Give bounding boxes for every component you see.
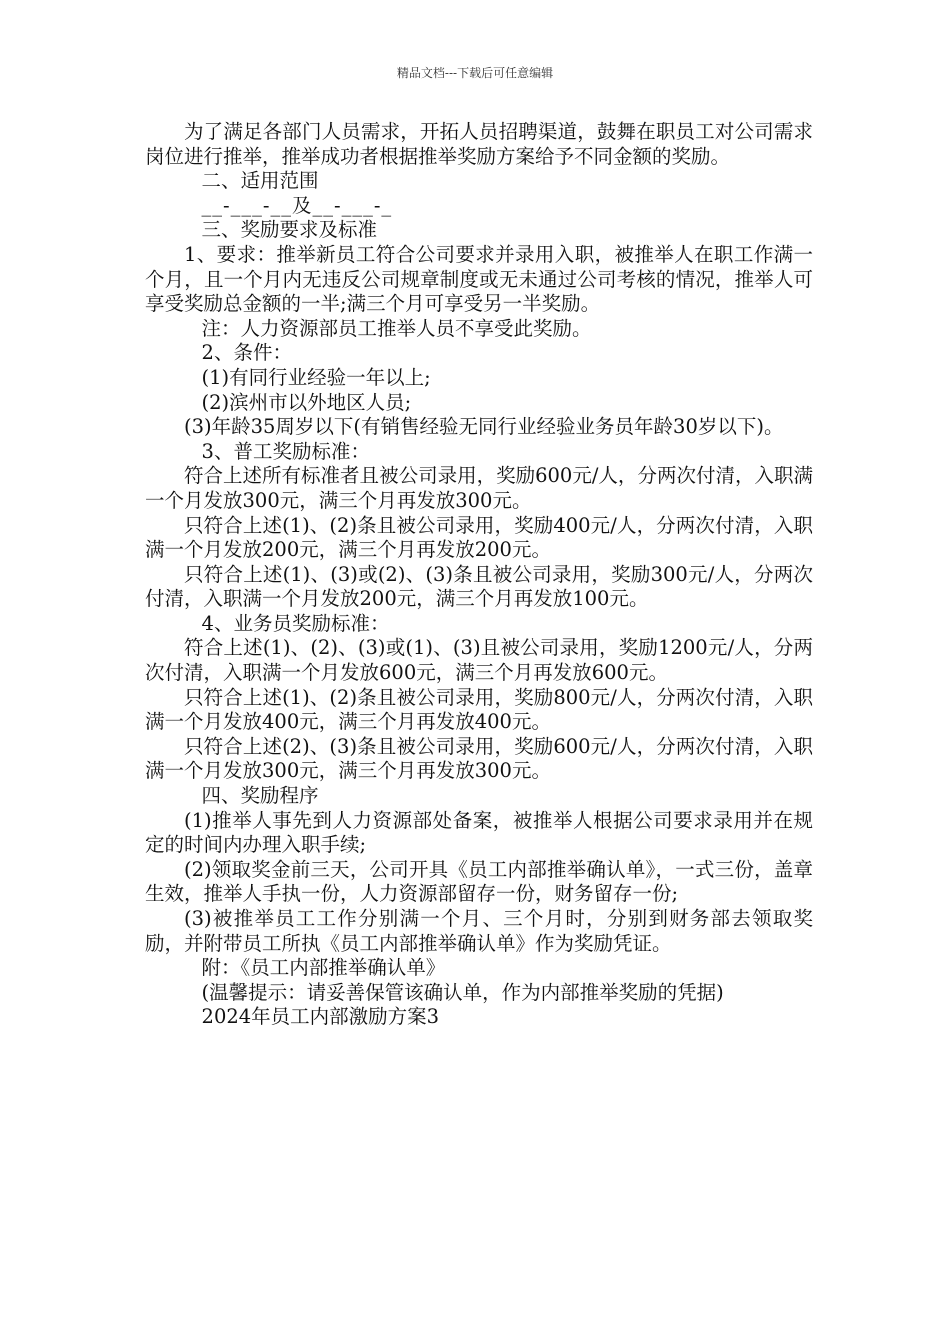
paragraph: 为了满足各部门人员需求，开拓人员招聘渠道，鼓舞在职员工对公司需求岗位进行推举，推举成功者根据推举奖励方案给予不同金额的奖励。 (145, 120, 813, 168)
paragraph: (2)领取奖金前三天，公司开具《员工内部推举确认单》，一式三份，盖章生效，推举人手执一份，人力资源部留存一份，财务留存一份; (145, 857, 813, 906)
paragraph: 只符合上述(2)、(3)条且被公司录用，奖励600元/人，分两次付清，入职满一个月发放300元，满三个月再发放300元。 (145, 734, 813, 783)
section-line: 2、条件： (201, 341, 292, 365)
section-line: 二、适用范围 (201, 169, 319, 193)
section-line: (温馨提示：请妥善保管该确认单，作为内部推举奖励的凭据) (201, 980, 724, 1004)
section-line: 3、普工奖励标准： (201, 439, 370, 463)
section-line: (1)有同行业经验一年以上; (201, 365, 431, 389)
document-body (145, 120, 813, 1030)
paragraph: (1)推举人事先到人力资源部处备案，被推举人根据公司要求录用并在规定的时间内办理入职手续; (145, 808, 813, 857)
section-line: 2024年员工内部激励方案3 (201, 1005, 440, 1029)
paragraph: 只符合上述(1)、(3)或(2)、(3)条且被公司录用，奖励300元/人，分两次付清，入职满一个月发放200元，满三个月再发放100元。 (145, 562, 813, 611)
section-line: 附：《员工内部推举确认单》 (201, 956, 446, 980)
section-line: 四、奖励程序 (201, 784, 319, 808)
page-header: 精品文档---下载后可任意编辑 (396, 66, 554, 80)
paragraph: 只符合上述(1)、(2)条且被公司录用，奖励800元/人，分两次付清，入职满一个月发放400元，满三个月再发放400元。 (145, 685, 813, 734)
section-line: (2)滨州市以外地区人员; (201, 390, 412, 414)
paragraph: (3)被推举员工工作分别满一个月、三个月时，分别到财务部去领取奖励，并附带员工所执《员工内部推举确认单》作为奖励凭证。 (145, 907, 813, 955)
section-line: 三、奖励要求及标准 (201, 218, 378, 242)
paragraph: (3)年龄35周岁以下(有销售经验无同行业经验业务员年龄30岁以下)。 (184, 415, 784, 439)
section-line: 注：人力资源部员工推举人员不享受此奖励。 (201, 316, 592, 340)
fill-in-blank-line: __-___-__及__-___-_ (201, 193, 393, 217)
paragraph: 1、要求：推举新员工符合公司要求并录用入职，被推举人在职工作满一个月，且一个月内无违反公司规章制度或无未通过公司考核的情况，推举人可享受奖励总金额的一半;满三个月可享受另一半奖励。 (145, 242, 813, 316)
section-line: 4、业务员奖励标准： (201, 611, 390, 635)
paragraph: 符合上述(1)、(2)、(3)或(1)、(3)且被公司录用，奖励1200元/人，分两次付清，入职满一个月发放600元，满三个月再发放600元。 (145, 636, 813, 685)
paragraph: 只符合上述(1)、(2)条且被公司录用，奖励400元/人，分两次付清，入职满一个月发放200元，满三个月再发放200元。 (145, 513, 813, 562)
paragraph: 符合上述所有标准者且被公司录用，奖励600元/人，分两次付清，入职满一个月发放300元，满三个月再发放300元。 (145, 464, 813, 512)
